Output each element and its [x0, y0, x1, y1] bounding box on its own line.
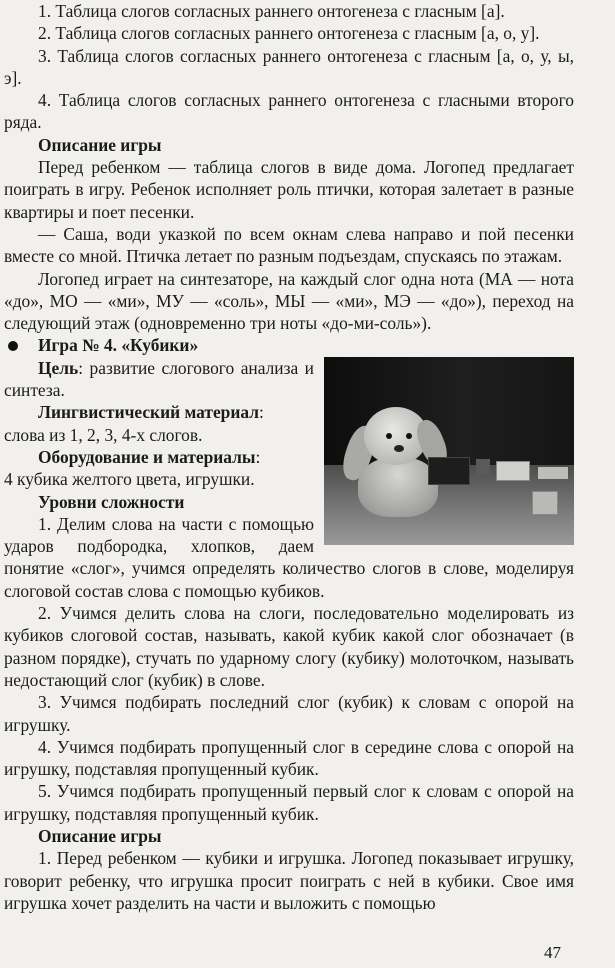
list-item: 3. Таблица слогов согласных раннего онтогенеза с гласным [а, о, у, ы, э].	[4, 45, 574, 88]
dog-eye	[406, 433, 412, 439]
goal-text: : развитие слогового анализа и синтеза.	[4, 357, 314, 401]
paragraph: Логопед играет на синтезаторе, на каждый слог одна нота (МА — нота «до», МО — «ми», МУ — «соль», МЫ — «ми», МЭ — «до»), переход на следующий этаж (одновременно три ноты «до-ми-соль»).	[4, 268, 574, 334]
page-number: 47	[544, 943, 561, 962]
section-heading: Описание игры	[38, 825, 162, 846]
paragraph: 1. Перед ребенком — кубики и игрушка. Логопед показывает игрушку, говорит ребенку, что игрушка просит поиграть с ней в кубики. Свое имя игрушка хочет разделить на части и выложить с помощью	[4, 848, 574, 913]
dog-nose	[394, 445, 404, 452]
bullet-icon	[8, 341, 18, 351]
paragraph: — Саша, води указкой по всем окнам слева направо и пой песенки вместе со мной. Птичка летает по разным подъездам, спускаясь по этажам.	[4, 223, 574, 267]
ling-label: Лингвистический материал	[38, 402, 259, 423]
paragraph: Перед ребенком — таблица слогов в виде дома. Логопед предлагает поиграть в игру. Ребенок исполняет роль птички, которая залетает в разные квартиры и поет песенки.	[4, 157, 574, 222]
game-title: Игра № 4. «Кубики»	[38, 335, 199, 356]
level-item: 5. Учимся подбирать пропущенный первый слог к словам с опорой на игрушку, подставляя пропущенный кубик.	[4, 781, 574, 824]
dog-eye	[386, 433, 392, 439]
level-item: 1. Делим слова на части с помощью ударов подбородка, хлопков, даем понятие «слог», учимся определять количество слогов в слове, моделируя слоговой состав слова с помощью кубиков.	[4, 513, 574, 601]
toy-block	[496, 461, 530, 481]
ling-text: слова из 1, 2, 3, 4-х слогов.	[4, 424, 203, 445]
page-text	[4, 0, 574, 914]
level-item: 4. Учимся подбирать пропущенный слог в середине слова с опорой на игрушку, подставляя пропущенный кубик.	[4, 736, 574, 780]
level-item: 2. Учимся делить слова на слоги, последовательно моделировать из кубиков слоговой состав, называть, какой кубик какой слог обозначает (в разном порядке), стучать по ударному слогу (кубику) молоточком, называть недостающий слог (кубик) в слове.	[4, 603, 574, 690]
toy-block	[428, 457, 470, 485]
goal-label: Цель	[38, 357, 79, 378]
level-item: 3. Учимся подбирать последний слог (кубик) к словам с опорой на игрушку.	[4, 692, 574, 735]
list-item: 1. Таблица слогов согласных раннего онтогенеза с гласным [а].	[38, 1, 505, 21]
toy-block	[476, 459, 490, 475]
levels-heading: Уровни сложности	[38, 491, 185, 512]
equip-colon: :	[255, 446, 261, 467]
list-item: 4. Таблица слогов согласных раннего онтогенеза с гласными второго ряда.	[4, 90, 574, 133]
cube	[532, 491, 558, 515]
game-heading	[4, 334, 574, 356]
list-item: 2. Таблица слогов согласных раннего онтогенеза с гласным [а, о, у].	[38, 23, 540, 44]
photo-toy-dog-with-blocks	[324, 357, 574, 545]
equip-text: 4 кубика желтого цвета, игрушки.	[4, 469, 255, 490]
equip-label: Оборудование и материалы	[38, 446, 256, 467]
toy-block	[538, 467, 568, 479]
ling-colon: :	[258, 402, 264, 423]
dog-body	[358, 457, 438, 517]
section-heading: Описание игры	[38, 134, 162, 155]
